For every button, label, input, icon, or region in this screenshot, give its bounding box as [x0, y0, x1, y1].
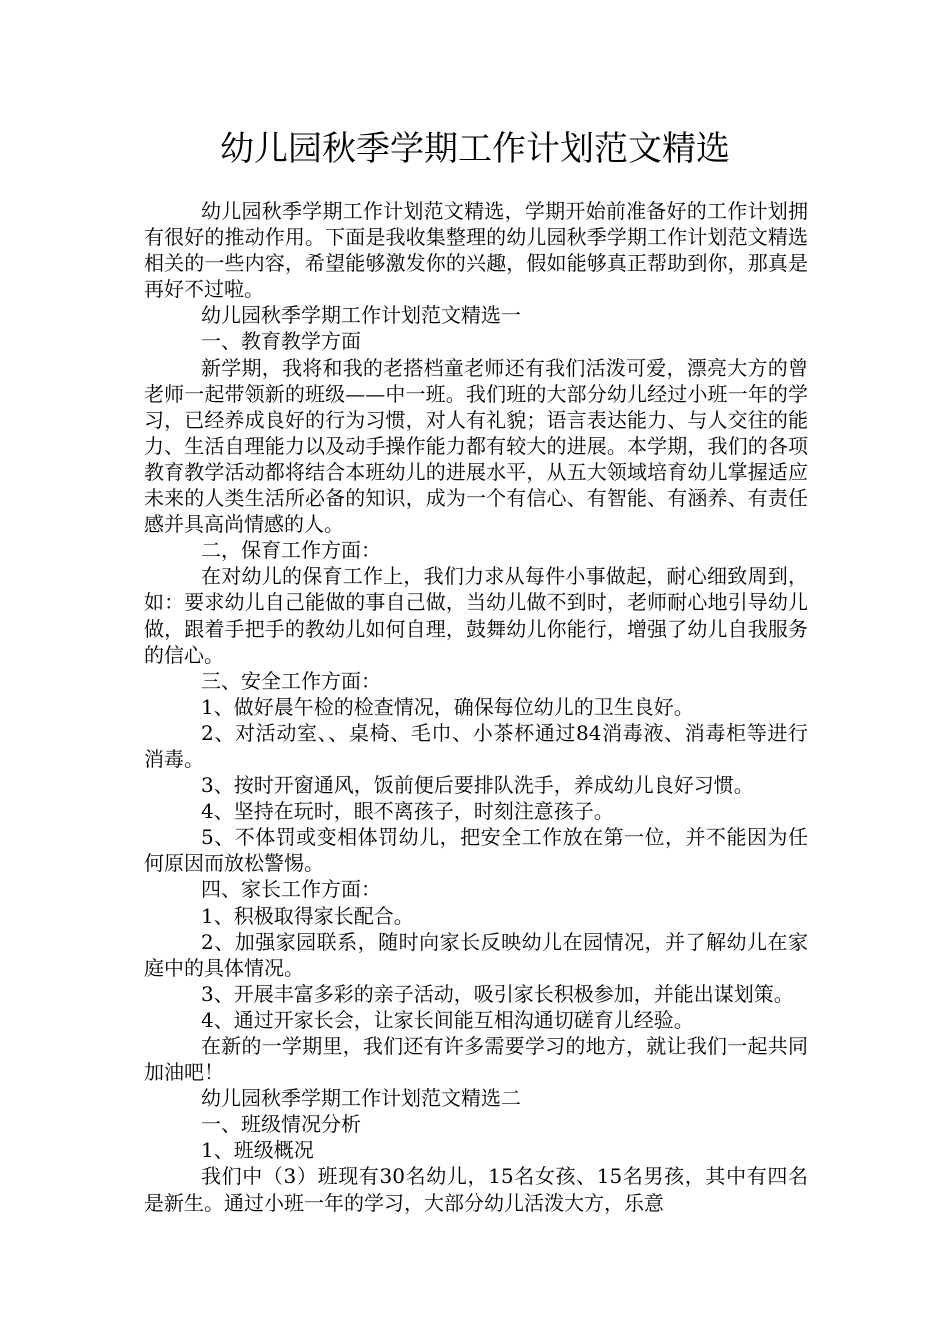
document-title: 幼儿园秋季学期工作计划范文精选 [220, 129, 730, 169]
document-body [144, 198, 808, 1216]
subsection-heading: 一、班级情况分析 [201, 1112, 361, 1137]
paragraph: 在新的一学期里，我们还有许多需要学习的地方，就让我们一起共同加油吧！ [144, 1034, 808, 1085]
list-item: 4、通过开家长会，让家长间能互相沟通切磋育儿经验。 [201, 1007, 694, 1032]
subsection-heading: 1、班级概况 [201, 1138, 314, 1163]
paragraph: 在对幼儿的保育工作上，我们力求从每件小事做起，耐心细致周到，如：要求幼儿自己能做的事自己做，当幼儿做不到时，老师耐心地引导幼儿做，跟着手把手的教幼儿如何自理，鼓舞幼儿你能行，增强了幼儿自我服务的信心。 [144, 564, 808, 667]
section-heading: 幼儿园秋季学期工作计划范文精选一 [201, 303, 521, 328]
list-item: 1、积极取得家长配合。 [201, 903, 414, 928]
list-item: 2、对活动室、、桌椅、毛巾、小茶杯通过84消毒液、消毒柜等进行消毒。 [144, 720, 808, 771]
intro-paragraph: 幼儿园秋季学期工作计划范文精选，学期开始前准备好的工作计划拥有很好的推动作用。下面是我收集整理的幼儿园秋季学期工作计划范文精选相关的一些内容，希望能够激发你的兴趣，假如能够真正帮助到你，那真是再好不过啦。 [144, 199, 808, 302]
section-heading: 幼儿园秋季学期工作计划范文精选二 [201, 1086, 521, 1111]
list-item: 1、做好晨午检的检查情况，确保每位幼儿的卫生良好。 [201, 694, 694, 719]
subsection-heading: 一、教育教学方面 [201, 329, 361, 354]
list-item: 2、加强家园联系，随时向家长反映幼儿在园情况，并了解幼儿在家庭中的具体情况。 [144, 929, 808, 980]
subsection-heading: 四、家长工作方面： [201, 877, 381, 902]
paragraph: 我们中（3）班现有30名幼儿，15名女孩、15名男孩，其中有四名是新生。通过小班一年的学习，大部分幼儿活泼大方，乐意 [144, 1164, 808, 1215]
paragraph: 新学期，我将和我的老搭档童老师还有我们活泼可爱，漂亮大方的曾老师一起带领新的班级——中一班。我们班的大部分幼儿经过小班一年的学习，已经养成良好的行为习惯，对人有礼貌；语言表达能力、与人交往的能力、生活自理能力以及动手操作能力都有较大的进展。本学期，我们的各项教育教学活动都将结合本班幼儿的进展水平，从五大领域培育幼儿掌握适应未来的人类生活所必备的知识，成为一个有信心、有智能、有涵养、有责任感并具高尚情感的人。 [144, 355, 808, 537]
list-item: 5、不体罚或变相体罚幼儿，把安全工作放在第一位，并不能因为任何原因而放松警惕。 [144, 825, 808, 876]
subsection-heading: 二，保育工作方面： [201, 538, 381, 563]
list-item: 3、按时开窗通风，饭前便后要排队洗手，养成幼儿良好习惯。 [201, 773, 754, 798]
list-item: 3、开展丰富多彩的亲子活动，吸引家长积极参加，并能出谋划策。 [201, 981, 794, 1006]
subsection-heading: 三、安全工作方面： [201, 668, 381, 693]
list-item: 4、坚持在玩时，眼不离孩子，时刻注意孩子。 [201, 799, 614, 824]
